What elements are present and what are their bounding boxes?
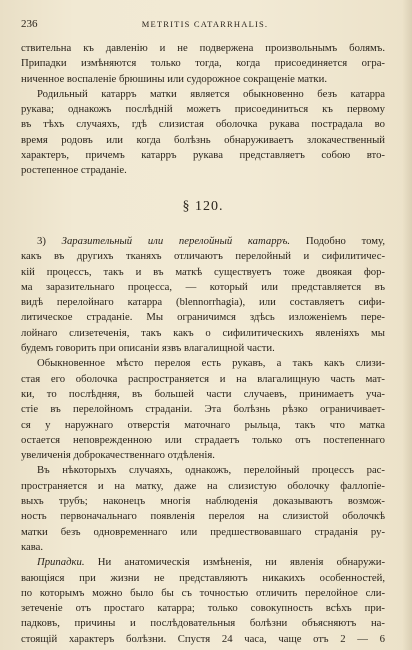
text-line: падковъ, причины и послѣдовательныя болѣзни объясняютъ на- (21, 617, 385, 630)
text-line: зетеченіе отъ простаго катарра; только совокупность всѣхъ при- (21, 602, 385, 615)
text-line: ствительна къ давленію и не подвержена произвольнымъ болямъ. (21, 42, 385, 54)
paragraph-6 (21, 555, 385, 647)
page-number: 236 (21, 18, 38, 30)
text-line: Обыкновенное мѣсто перелоя есть рукавъ, а такъ какъ слизи- (37, 357, 385, 370)
text-line: остается неповрежденною или страдаетъ только отъ постепеннаго (21, 433, 385, 446)
text-line: ность первоначальнаго появленія перелоя на слизистой оболочкѣ (21, 510, 385, 523)
text-line: Припадки измѣняются только тогда, когда присоединяется огра- (21, 57, 385, 70)
text-line: время родовъ или когда болѣзнь обнаруживаетъ злокачественный (21, 133, 385, 146)
text-line: стіе въ перелойномъ страданіи. Эта болѣзнь рѣзко ограничивает- (21, 403, 385, 416)
text-line: пространяется и на матку, даже на слизистую оболочку фаллопіе- (21, 479, 385, 492)
paragraph-1 (21, 41, 385, 87)
text-line: ся у наружнаго отверстія маточнаго рыльца, такъ что матка (21, 418, 385, 431)
text-line: выхъ трубъ; наконецъ многія наблюденія доказываютъ возмож- (21, 495, 385, 508)
paragraph-5 (21, 463, 385, 555)
page-header (21, 18, 389, 32)
text-line: кій процессъ, такъ и въ маткѣ существуетъ тоже двоякая фор- (21, 265, 385, 278)
paragraph-2 (21, 87, 385, 179)
text-line: будемъ говорить при описаніи язвъ влагалищной части. (21, 342, 275, 355)
text-line: какъ въ другихъ тканяхъ отличаютъ перелойный и сифилитичес- (21, 250, 385, 263)
text-line: видѣ перелойнаго катарра (blennorrhagia), или составляетъ сифи- (21, 296, 385, 309)
list-marker: 3) (37, 234, 62, 247)
text-line: ростепенное страданіе. (21, 164, 127, 177)
text-line: ки, то послѣдняя, въ большей части случаевъ, принимаетъ уча- (21, 387, 385, 400)
paragraph-4 (21, 356, 385, 463)
text-fragment: Ни анатомическія измѣненія, ни явленія обнаружи- (84, 556, 385, 569)
text-line: увеличенія доброкачественнаго отдѣленія. (21, 449, 215, 462)
paragraph-3 (21, 234, 385, 356)
text-line: ниченное воспаленіе брюшины или судорожное сокращеніе матки. (21, 72, 328, 85)
text-line: вающіяся при жизни не представляютъ никакихъ особенностей, (21, 571, 385, 584)
text-line: стоящій характеръ болѣзни. Спустя 24 часа, чаще отъ 2 — 6 (21, 632, 385, 645)
text-line: лойнаго слизетеченія, такъ какъ о сифилитическихъ явленіяхъ мы (21, 326, 385, 339)
running-title: METRITIS CATARRHALIS. (141, 19, 269, 29)
page-edge-shadow (402, 0, 412, 650)
text-line: Въ нѣкоторыхъ случаяхъ, однакожъ, перелойный процессъ рас- (37, 464, 385, 477)
text-line (21, 555, 385, 570)
text-line: характеръ, причемъ катарръ рукава представляетъ собою вто- (21, 149, 385, 162)
text-line: матки безъ одновременнаго или предшествовавшаго страданія ру- (21, 525, 385, 538)
text-line: ма заразительнаго процесса, — который или представляется въ (21, 280, 385, 293)
text-line: литическое страданіе. Мы ограничимся здѣсь изложеніемъ пере- (21, 311, 385, 324)
text-line: рукава; однакожъ послѣдній можетъ присоединиться къ первому (21, 103, 385, 116)
topic-heading: Припадки. (37, 556, 85, 569)
page-body (21, 41, 385, 647)
text-line (21, 234, 385, 249)
topic-heading: Заразительный или перелойный катарръ. (61, 234, 291, 247)
text-line: въ тѣхъ случаяхъ, гдѣ слизистая оболочка рукава пострадала во (21, 118, 385, 131)
text-line: кава. (21, 540, 44, 553)
text-fragment: Подобно тому, (290, 234, 385, 247)
text-line: Родильный катарръ матки является обыкновенно безъ катарра (37, 87, 385, 100)
section-heading: § 120. (182, 198, 224, 214)
text-line: стая его оболочка распространяется и на влагалищную часть мат- (21, 372, 385, 385)
text-line: по которымъ можно было бы съ точностью отличить перелойное сли- (21, 586, 385, 599)
